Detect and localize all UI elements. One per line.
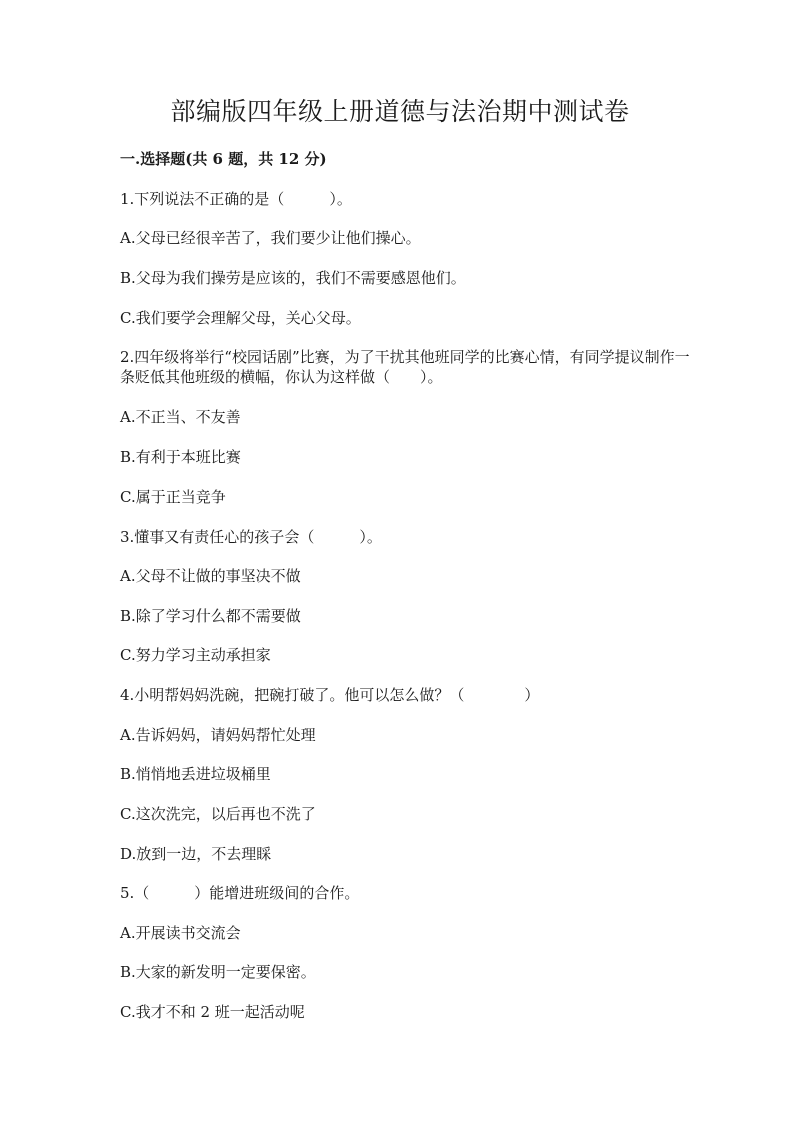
answer-option: C.我才不和 2 班一起活动呢 xyxy=(120,1003,305,1021)
answer-option: C.努力学习主动承担家 xyxy=(120,646,271,664)
question-stem: 3.懂事又有责任心的孩子会（ ）。 xyxy=(120,528,382,546)
question-stem: 1.下列说法不正确的是（ ）。 xyxy=(120,190,352,208)
answer-option: B.除了学习什么都不需要做 xyxy=(120,607,301,625)
answer-option: B.大家的新发明一定要保密。 xyxy=(120,963,316,981)
answer-option: D.放到一边，不去理睬 xyxy=(120,845,272,863)
section-heading: 一.选择题(共 6 题，共 12 分) xyxy=(120,150,327,168)
question-stem: 2.四年级将举行“校园话剧”比赛，为了干扰其他班同学的比赛心情，有同学提议制作一条贬低其他班级的横幅，你认为这样做（ ）。 xyxy=(120,348,690,386)
question-stem: 5.（ ）能增进班级间的合作。 xyxy=(120,884,360,902)
question-stem: 4.小明帮妈妈洗碗，把碗打破了。他可以怎么做？（ ） xyxy=(120,686,540,704)
answer-option: B.悄悄地丢进垃圾桶里 xyxy=(120,765,271,783)
answer-option: A.不正当、不友善 xyxy=(120,408,241,426)
answer-option: C.属于正当竞争 xyxy=(120,488,226,506)
answer-option: A.父母已经很辛苦了，我们要少让他们操心。 xyxy=(120,229,421,247)
answer-option: B.父母为我们操劳是应该的，我们不需要感恩他们。 xyxy=(120,269,466,287)
answer-option: A.父母不让做的事坚决不做 xyxy=(120,567,301,585)
answer-option: C.我们要学会理解父母，关心父母。 xyxy=(120,309,361,327)
document-title: 部编版四年级上册道德与法治期中测试卷 xyxy=(170,97,630,126)
answer-option: A.告诉妈妈，请妈妈帮忙处理 xyxy=(120,726,316,744)
answer-option: B.有利于本班比赛 xyxy=(120,448,241,466)
answer-option: C.这次洗完，以后再也不洗了 xyxy=(120,805,316,823)
answer-option: A.开展读书交流会 xyxy=(120,924,241,942)
